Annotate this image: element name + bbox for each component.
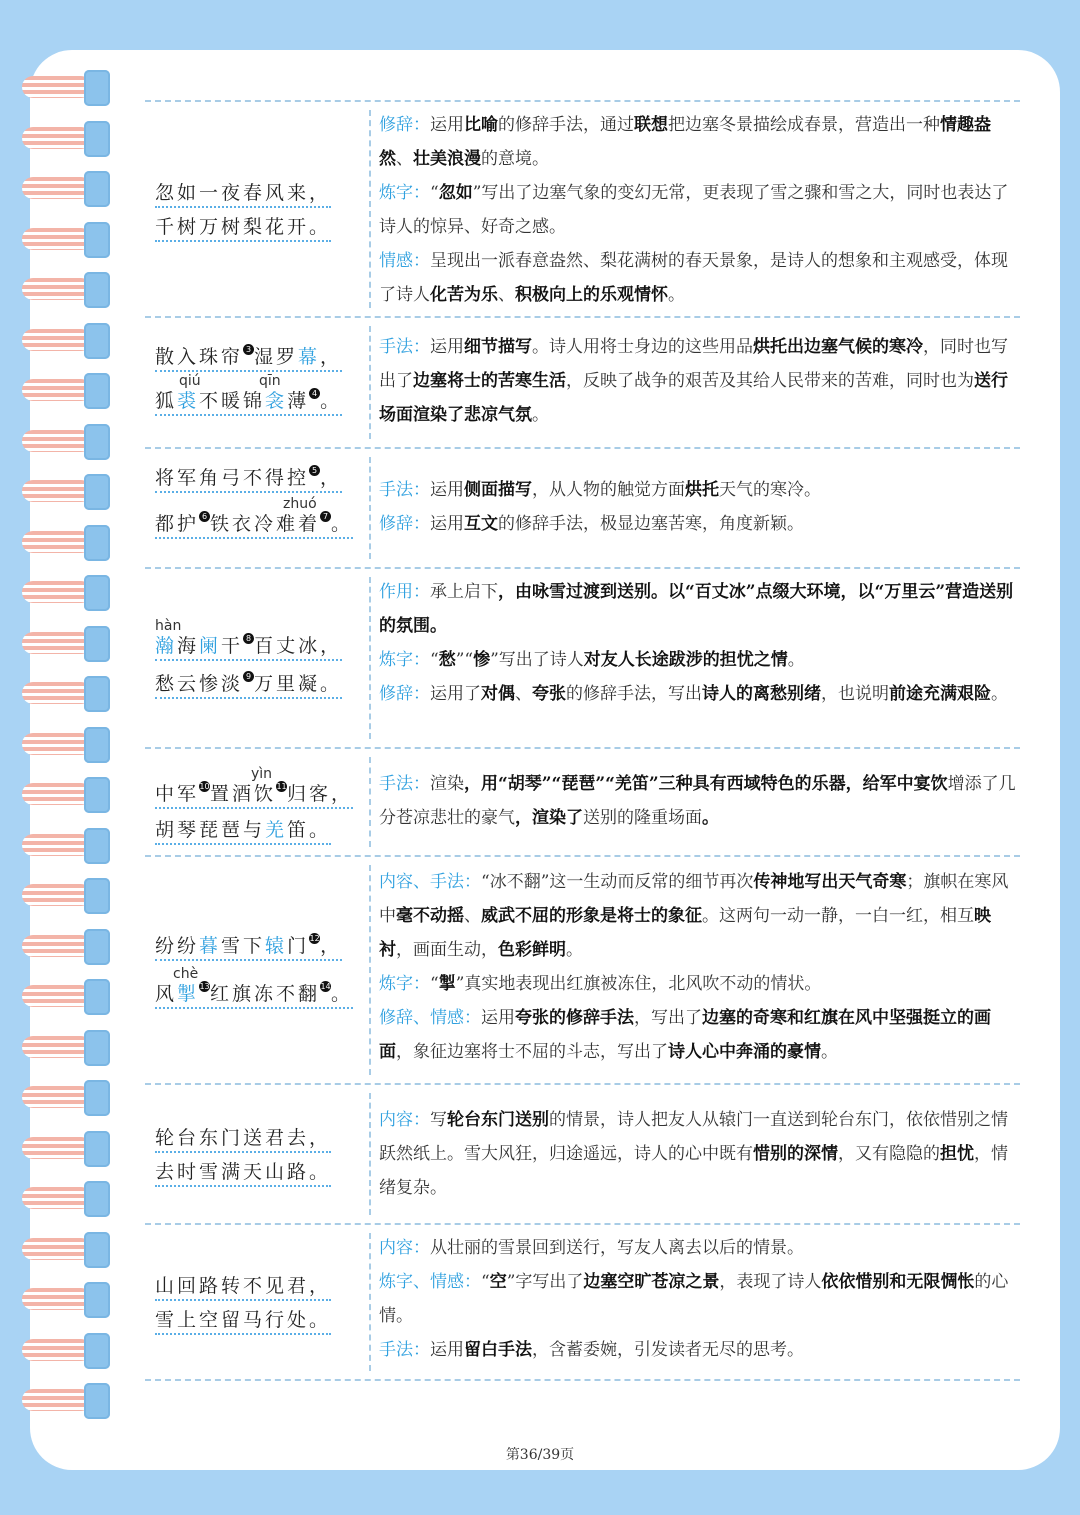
note-text: 运用 [430,514,464,534]
poem-line: chè 风掣$^{13}$红旗冻不翻$^{14}$。 [155,977,365,1011]
binding-ring [22,1282,112,1318]
note-emphasis: 夸张 [532,684,566,704]
note-text: 的心情。 [379,1272,1009,1326]
pinyin: zhuó [283,496,317,512]
note-emphasis: 惨 [473,650,491,670]
footnote-marker: 9 [243,671,254,682]
binding-ring [22,323,112,359]
notes [379,575,1019,711]
note-emphasis: 前途充满艰险 [889,684,991,704]
note-emphasis: 依依惜别和无限惆怅 [821,1272,975,1292]
notes [379,865,1019,1069]
note-label: 内容： [379,1110,430,1130]
binding-ring [22,727,112,763]
note-paragraph [379,1231,1019,1265]
note-text: 运用了 [430,684,481,704]
note-text: 的情景，诗人把友人从辕门一直送到轮台东门，依依惜别之情跃然纸上。雪大风狂，归途遥远，诗人的心中既有 [379,1110,1008,1164]
section-7 [145,1085,1020,1223]
note-emphasis: ，渲染了 [515,808,583,828]
note-emphasis: 惜别的深情 [753,1144,838,1164]
note-text: ，写出了 [634,1008,702,1028]
footnote-marker: 6 [199,511,210,522]
footnote-marker: 4 [309,388,320,399]
note-emphasis: 边塞空旷苍凉之景 [583,1272,720,1292]
binding-ring [22,474,112,510]
note-text: 运用 [430,115,464,135]
note-text: 、 [498,285,515,305]
column-divider [369,326,371,439]
note-label: 炼字： [379,183,430,203]
note-label: 炼字、情感： [379,1272,481,1292]
footnote-marker: 3 [243,344,254,355]
note-paragraph [379,967,1019,1001]
note-label: 情感： [379,251,430,271]
note-text: ，反映了战争的艰苦及其给人民带来的苦难，同时也为 [566,371,974,391]
note-emphasis: 送行场面渲染了悲凉气氛 [379,371,1008,425]
note-paragraph [379,643,1019,677]
notes [379,473,1019,541]
note-label: 手法： [379,337,430,357]
note-text: 。 [991,684,1008,704]
note-text: 。 [566,940,583,960]
column-divider [369,1233,371,1371]
binding-ring [22,575,112,611]
note-emphasis: 侧面描写 [464,480,532,500]
note-label: 作用： [379,582,430,602]
note-emphasis: 诗人心中奔涌的豪情 [668,1042,821,1062]
note-text: 送别的隆重场面 [583,808,702,828]
note-text: ，从人物的触觉方面 [532,480,685,500]
note-emphasis: 烘托 [685,480,719,500]
column-divider [369,577,371,739]
section-3 [145,449,1020,567]
note-text: ，含蓄委婉，引发读者无尽的思考。 [532,1340,804,1360]
page-number: 第36/39页 [505,1447,575,1463]
note-text: 、 [515,684,532,704]
note-text: 把边塞冬景描绘成春景，营造出一种 [668,115,940,135]
note-emphasis: 毫不动摇 [396,906,464,926]
binding-ring [22,777,112,813]
note-emphasis: 细节描写 [464,337,532,357]
section-1 [145,102,1020,316]
poem-line: 将军角弓不得控 $^5$ ， [155,461,365,495]
note-emphasis: ，由咏雪过渡到送别。以“百丈冰”点缀大环境，以“万里云”营造送别的氛围。 [379,582,1014,636]
poem-lines [155,461,365,541]
note-text: ”写出了边塞气象的变幻无常，更表现了雪之骤和雪之大，同时也表达了诗人的惊异、好奇之感。 [379,183,1009,237]
poem-line: 去时雪满天山路。 [155,1155,365,1189]
note-text: ，同时也写出了 [379,337,1008,391]
footnote-marker: 12 [309,934,320,943]
note-label: 炼字： [379,650,430,670]
binding-ring [22,878,112,914]
poem-line: 山回路转不见君， [155,1269,365,1303]
note-text: ”“ [455,650,474,670]
poem-lines [155,929,365,1011]
note-text: 渲染 [430,774,464,794]
note-emphasis: 互文 [464,514,498,534]
note-emphasis: 边塞将士的苦寒生活 [413,371,566,391]
note-text: 运用 [430,480,464,500]
note-paragraph [379,1103,1019,1205]
note-label: 修辞、情感： [379,1008,481,1028]
footnote-marker: 10 [199,782,210,791]
note-emphasis: 边塞的奇寒和红旗在风中坚强挺立的画面 [379,1008,991,1062]
note-text: 运用 [430,337,464,357]
note-text: ，又有隐隐的 [838,1144,940,1164]
poem-line: 散入珠帘 $^3$ 湿罗幕， [155,340,365,374]
footnote-marker: 8 [243,633,254,644]
binding-ring [22,171,112,207]
note-text: 、 [396,149,413,169]
note-text: 天气的寒冷。 [719,480,821,500]
pinyin: hàn [155,618,182,634]
note-emphasis: 夸张的修辞手法 [515,1008,634,1028]
note-label: 内容、手法： [379,872,481,892]
pinyin: yìn [251,766,273,782]
note-paragraph [379,865,1019,967]
poem-lines [155,1269,365,1337]
binding-ring [22,1030,112,1066]
note-text: ；旗帜在寒风中 [379,872,1009,926]
note-text: 。 [668,285,685,305]
note-text: 从壮丽的雪景回到送行，写友人离去以后的情景。 [430,1238,804,1258]
note-label: 炼字： [379,974,430,994]
poem-line: 千树万树梨花开。 [155,210,365,244]
poem-line: yìn 中军$^{10}$置酒饮$^{11}$归客， [155,777,365,811]
binding-ring [22,1080,112,1116]
poem-line: 胡琴琵琶与羌笛。 [155,813,365,847]
note-label: 修辞： [379,115,430,135]
note-paragraph [379,176,1019,244]
notes [379,767,1019,835]
note-text: “冰不翻”这一生动而反常的细节再次 [481,872,754,892]
binding-ring [22,121,112,157]
notes [379,108,1019,312]
note-emphasis: 留白手法 [464,1340,532,1360]
note-paragraph [379,473,1019,507]
note-emphasis: 诗人的离愁别绪 [702,684,821,704]
notes [379,330,1019,432]
binding-ring [22,1181,112,1217]
note-label: 内容： [379,1238,430,1258]
binding-ring [22,1333,112,1369]
note-text: “ [430,974,439,994]
section-8 [145,1225,1020,1379]
note-emphasis: 。 [702,808,719,828]
note-text: ，表现了诗人 [719,1272,822,1292]
note-text: “ [430,183,439,203]
note-emphasis: 映衬 [379,906,991,960]
note-text: ，画面生动， [396,940,498,960]
note-emphasis: 积极向上的乐观情怀 [515,285,668,305]
binding-ring [22,222,112,258]
section-6 [145,857,1020,1083]
column-divider [369,457,371,559]
column-divider [369,1093,371,1215]
note-emphasis: 空 [489,1272,507,1292]
note-text: 运用 [481,1008,515,1028]
binding-ring [22,979,112,1015]
note-emphasis: 担忧 [940,1144,974,1164]
note-text: ”字写出了 [506,1272,584,1292]
note-text: 。 [532,405,549,425]
note-emphasis: 烘托出边塞气候的寒冷 [753,337,923,357]
note-text: 承上启下 [430,582,498,602]
binding-ring [22,1131,112,1167]
binding-ring [22,525,112,561]
note-paragraph [379,244,1019,312]
note-text: “ [481,1272,490,1292]
note-emphasis: 壮美浪漫 [413,149,481,169]
footnote-marker: 14 [320,982,331,991]
note-paragraph [379,767,1019,835]
pinyin: qiú [179,373,201,389]
note-text: 增添了几分苍凉悲壮的豪气 [379,774,1016,828]
poem-line: hàn 瀚海阑干 $^8$ 百丈冰， [155,629,365,663]
binding-ring [22,70,112,106]
poem-line: qiú qīn 狐裘不暖锦衾薄 $^4$ 。 [155,384,365,418]
note-emphasis: 对偶 [481,684,515,704]
pinyin: chè [173,966,199,982]
note-paragraph [379,507,1019,541]
binding-ring [22,676,112,712]
poem-line: 纷纷暮雪下辕门$^{12}$， [155,929,365,963]
note-emphasis: 威武不屈的形象是将士的象征 [481,906,702,926]
separator [145,1379,1020,1381]
note-emphasis: 联想 [634,115,668,135]
note-label: 手法： [379,480,430,500]
column-divider [369,865,371,1075]
footnote-marker: 13 [199,982,210,991]
note-paragraph [379,575,1019,643]
note-emphasis: 忽如 [438,183,473,203]
poem-line: zhuó 都护 $^6$ 铁衣冷难着 $^7$ 。 [155,507,365,541]
note-label: 修辞： [379,684,430,704]
poem-lines [155,176,365,244]
footnote-marker: 5 [309,465,320,476]
binding-ring [22,1232,112,1268]
poem-lines [155,618,365,701]
note-text: 。 [787,650,805,670]
note-label: 手法： [379,774,430,794]
notes [379,1103,1019,1205]
binding-ring [22,272,112,308]
binding-ring [22,1383,112,1419]
poem-line: 忽如一夜春风来， [155,176,365,210]
column-divider [369,757,371,847]
note-text: “ [430,650,439,670]
footnote-marker: 7 [320,511,331,522]
section-2 [145,318,1020,447]
note-text: 的修辞手法，极显边塞苦寒，角度新颖。 [498,514,804,534]
annotation-table [145,100,1020,1381]
note-text: 的修辞手法，写出 [566,684,702,704]
note-paragraph [379,1265,1019,1333]
note-text: 呈现出一派春意盎然、梨花满树的春天景象，是诗人的想象和主观感受，体现了诗人 [379,251,1008,305]
section-4 [145,569,1020,747]
note-emphasis: 情趣盎然 [379,115,991,169]
note-paragraph [379,108,1019,176]
footnote-marker: 11 [276,782,287,791]
note-paragraph [379,677,1019,711]
binding-ring [22,929,112,965]
binding-ring [22,424,112,460]
binding-ring [22,373,112,409]
note-paragraph [379,330,1019,432]
poem-line: 愁云惨淡 $^9$ 万里凝。 [155,667,365,701]
note-emphasis: 色彩鲜明 [498,940,566,960]
note-text: 运用 [430,1340,464,1360]
note-text: ，象征边塞将士不屈的斗志，写出了 [396,1042,668,1062]
pinyin: qīn [259,373,281,389]
poem-line: 轮台东门送君去， [155,1121,365,1155]
note-emphasis: 对友人长途跋涉的担忧之情 [583,650,788,670]
note-emphasis: ，用“胡琴”“琵琶”“羌笛”三种具有西域特色的乐器，给军中宴饮 [464,774,948,794]
note-text: ”真实地表现出红旗被冻住，北风吹不动的情状。 [455,974,822,994]
note-paragraph [379,1001,1019,1069]
note-text: 写 [430,1110,447,1130]
binding-ring [22,828,112,864]
note-text: ”写出了诗人 [490,650,584,670]
note-emphasis: 轮台东门送别 [447,1110,549,1130]
poem-line: 雪上空留马行处。 [155,1303,365,1337]
note-emphasis: 比喻 [464,115,498,135]
note-text: 的意境。 [481,149,549,169]
note-text: 。 [821,1042,838,1062]
poem-lines [155,340,365,418]
column-divider [369,110,371,308]
note-emphasis: 化苦为乐 [430,285,498,305]
notes [379,1231,1019,1367]
note-emphasis: 掣 [438,974,456,994]
note-emphasis: 传神地写出天气奇寒 [753,872,907,892]
poem-lines [155,1121,365,1189]
poem-lines [155,766,365,847]
note-text: ，也说明 [821,684,889,704]
note-emphasis: 愁 [438,650,456,670]
note-text: 。这两句一动一静，一白一红，相互 [702,906,974,926]
binding-ring [22,626,112,662]
note-label: 修辞： [379,514,430,534]
note-text: 。诗人用将士身边的这些用品 [532,337,753,357]
note-paragraph [379,1333,1019,1367]
section-5 [145,749,1020,855]
note-text: 的修辞手法，通过 [498,115,634,135]
note-text: ，情绪复杂。 [379,1144,1008,1198]
note-label: 手法： [379,1340,430,1360]
note-text: 、 [464,906,481,926]
